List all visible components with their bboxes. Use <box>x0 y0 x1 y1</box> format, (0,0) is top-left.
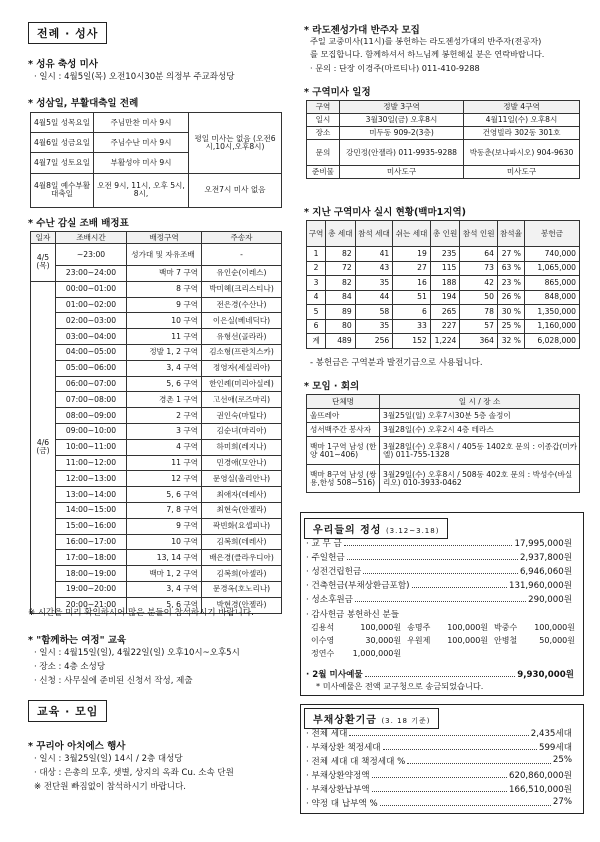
amount-value: 2,937,800원 <box>519 553 572 563</box>
amount-row <box>306 565 572 577</box>
status-cell: 194 <box>430 290 460 305</box>
status-cell: 23 % <box>497 276 524 291</box>
adoration-cell: 12 구역 <box>127 471 202 487</box>
adoration-cell: 권인숙(마틸다) <box>202 408 282 424</box>
amount-value: 620,860,000원 <box>509 771 572 781</box>
dm-cell: 건영빌라 302동 301호 <box>464 127 580 140</box>
adoration-cell: 하미희(레지나) <box>202 439 282 455</box>
dm-cell: 미사도구 <box>340 166 464 179</box>
status-cell: 27 % <box>497 247 524 262</box>
recruit-line: 를 모집합니다. 함께하셔서 하느님께 봉헌해실 분은 연락바랍니다. <box>310 49 545 59</box>
district-mass-table <box>306 100 580 179</box>
amount-row <box>306 783 572 795</box>
amount-value: 27% <box>552 797 572 807</box>
adoration-cell: 한인례(미리아실레) <box>202 376 282 392</box>
status-header: 구역 <box>307 221 326 247</box>
adoration-header: 배정구역 <box>127 232 202 244</box>
donor-cell: 송명주 <box>407 623 431 633</box>
amount-value: 25% <box>552 755 572 765</box>
status-cell: 1 <box>307 247 326 262</box>
adoration-cell: 4 구역 <box>127 439 202 455</box>
donor-cell: 이수영 <box>311 636 335 646</box>
donor-cell <box>437 648 491 661</box>
amount-label: · 전체 세대 <box>306 729 348 739</box>
status-cell: 6,028,000 <box>525 334 580 349</box>
amount-value: 166,510,000원 <box>509 785 572 795</box>
amount-value: 131,960,000원 <box>509 581 572 591</box>
adoration-cell: 3 구역 <box>127 423 202 439</box>
status-table <box>306 220 580 349</box>
status-cell: 44 <box>355 290 393 305</box>
status-cell: 265 <box>430 305 460 320</box>
status-header: 봉헌금 <box>525 221 580 247</box>
hw-mass: 주님수난 미사 9시 <box>94 133 189 153</box>
amount-value: 599세대 <box>538 743 572 753</box>
adoration-cell: 문경옥(호노리나) <box>202 581 282 597</box>
adoration-cell: 정영자(세실리아) <box>202 360 282 376</box>
debt-title <box>304 708 439 729</box>
hw-day: 4월8일 예수부활대축일 <box>31 173 94 207</box>
adoration-cell: 13, 14 구역 <box>127 550 202 566</box>
amount-label: · 성소후원금 <box>306 595 353 605</box>
status-header: 총 세대 <box>326 221 356 247</box>
feb-mass-label: · 2월 미사예물 <box>306 670 363 680</box>
dm-cell: 미사도구 <box>464 166 580 179</box>
adoration-cell: 02:00~03:00 <box>56 313 127 329</box>
status-cell: 51 <box>393 290 431 305</box>
status-cell: 42 <box>460 276 498 291</box>
status-cell: 30 % <box>497 305 524 320</box>
together-line: · 일시 : 4월15일(일), 4월22일(일) 오후10시~오후5시 <box>34 648 240 658</box>
adoration-cell: 07:00~08:00 <box>56 392 127 408</box>
amount-row <box>306 537 572 549</box>
status-header: 쉬는 세대 <box>393 221 431 247</box>
status-cell: 계 <box>307 334 326 349</box>
adoration-cell: 전은경(수산나) <box>202 297 282 313</box>
adoration-cell: ~23:00 <box>56 244 127 266</box>
dm-cell: 강민정(안젤라) 011-9935-9288 <box>340 140 464 166</box>
status-cell: 64 <box>460 247 498 262</box>
adoration-cell: 박현경(안젤라) <box>202 597 282 613</box>
dm-cell: 준비물 <box>307 166 340 179</box>
status-cell: 58 <box>355 305 393 320</box>
dm-cell: 일시 <box>307 114 340 127</box>
recruit-line: 주일 교중미사(11시)를 봉헌하는 라도젠성가대의 반주자(전공자) <box>310 36 542 46</box>
amount-label: · 약정 대 납부액 % <box>306 799 378 809</box>
meetings-table <box>306 394 580 493</box>
donor-cell: 100,000원 <box>447 636 489 646</box>
status-cell: 57 <box>460 319 498 334</box>
dm-cell: 4월11일(수) 오후8시 <box>464 114 580 127</box>
feb-mass-value: 9,930,000원 <box>517 670 574 680</box>
mt-cell: 백마 1구역 남성 (한양 401~406) <box>307 437 380 465</box>
adoration-cell: 김복희(아셀라) <box>202 566 282 582</box>
status-cell: 115 <box>430 261 460 276</box>
adoration-cell: 12:00~13:00 <box>56 471 127 487</box>
adoration-cell: 10:00~11:00 <box>56 439 127 455</box>
amount-row <box>306 551 572 563</box>
offerings-title <box>304 518 448 539</box>
acies-line: · 대상 : 은총의 모후, 샛별, 상지의 옥좌 Cu. 소속 단원 <box>34 768 234 778</box>
adoration-cell: 최애자(데레사) <box>202 487 282 503</box>
amount-row <box>306 727 572 739</box>
adoration-header: 주송자 <box>202 232 282 244</box>
hw-day: 4월5일 성목요일 <box>31 113 94 133</box>
adoration-cell: 16:00~17:00 <box>56 534 127 550</box>
status-cell: 1,160,000 <box>525 319 580 334</box>
hw-mass: 부활성야 미사 9시 <box>94 153 189 173</box>
status-header: 참석 인원 <box>460 221 498 247</box>
status-cell: 27 <box>393 261 431 276</box>
status-cell: 43 <box>355 261 393 276</box>
status-cell: 1,224 <box>430 334 460 349</box>
meetings-title: * 모임 · 회의 <box>304 381 360 392</box>
adoration-cell: 유인순(이레스) <box>202 266 282 282</box>
adoration-cell: 10 구역 <box>127 313 202 329</box>
donor-cell: 100,000원 <box>534 623 575 633</box>
thanks-title: · 감사헌금 봉헌하신 분들 <box>306 610 399 620</box>
status-cell: 6 <box>307 319 326 334</box>
amount-value: 2,435세대 <box>530 729 572 739</box>
acies-line: · 일시 : 3월25일(일) 14시 / 2층 대성당 <box>34 754 183 764</box>
amount-row <box>306 769 572 781</box>
adoration-cell: 18:00~19:00 <box>56 566 127 582</box>
section-title-education: 교육 · 모임 <box>28 700 107 722</box>
adoration-cell: 7, 8 구역 <box>127 502 202 518</box>
adoration-cell: 3, 4 구역 <box>127 581 202 597</box>
adoration-header: 조배시간 <box>56 232 127 244</box>
amount-row <box>306 755 572 767</box>
status-cell: 25 % <box>497 319 524 334</box>
adoration-cell: 이은실(베네딕다) <box>202 313 282 329</box>
chrism-mass-line: · 일시 : 4월5일(목) 오전10시30분 의정부 주교좌성당 <box>34 72 235 82</box>
adoration-cell: 06:00~07:00 <box>56 376 127 392</box>
offerings-title-text: 우리들의 정성 <box>313 525 382 536</box>
status-cell: 78 <box>460 305 498 320</box>
adoration-cell: 3, 4 구역 <box>127 360 202 376</box>
adoration-cell: 곽빈화(요셉피나) <box>202 518 282 534</box>
status-cell: 89 <box>326 305 356 320</box>
donor-cell: 김용석 <box>311 623 335 633</box>
adoration-cell: 5, 6 구역 <box>127 597 202 613</box>
donor-cell: 50,000원 <box>539 636 575 646</box>
amount-row <box>306 741 572 753</box>
adoration-cell: 배은경(클라우디아) <box>202 550 282 566</box>
holy-week-title: * 성삼일, 부활대축일 전례 <box>28 98 139 109</box>
adoration-cell: 2 구역 <box>127 408 202 424</box>
dm-header: 정발 4구역 <box>464 101 580 114</box>
mt-header: 단체명 <box>307 395 380 409</box>
status-cell: 188 <box>430 276 460 291</box>
adoration-cell: 09:00~10:00 <box>56 423 127 439</box>
donor-cell: 1,000,000원 <box>352 649 402 659</box>
status-cell: 84 <box>326 290 356 305</box>
status-cell: 33 <box>393 319 431 334</box>
together-line: · 장소 : 4층 소성당 <box>34 662 106 672</box>
adoration-cell: 15:00~16:00 <box>56 518 127 534</box>
dm-cell: 장소 <box>307 127 340 140</box>
status-cell: 1,350,000 <box>525 305 580 320</box>
recruit-title: * 라도젠성가대 반주자 모집 <box>304 25 420 36</box>
status-cell: 1,065,000 <box>525 261 580 276</box>
status-cell: 63 % <box>497 261 524 276</box>
status-cell: 5 <box>307 305 326 320</box>
status-cell: 73 <box>460 261 498 276</box>
hw-note1: 평일 미사는 없음 (오전6시,10시,오후8시) <box>189 113 282 174</box>
amount-label: · 건축헌금(부채상환금포함) <box>306 581 410 591</box>
adoration-date: 4/5 (목) <box>31 244 56 282</box>
adoration-cell: 8 구역 <box>127 281 202 297</box>
adoration-cell: 김순녀(마리아) <box>202 423 282 439</box>
section-title-liturgy: 전례 · 성사 <box>28 22 107 44</box>
status-cell: 152 <box>393 334 431 349</box>
mt-cell: 성서백주간 봉사자 <box>307 423 380 437</box>
adoration-title: * 수난 감실 조배 배정표 <box>28 218 129 229</box>
adoration-cell: 14:00~15:00 <box>56 502 127 518</box>
recruit-line: · 문의 : 단장 이경주(마르티나) 011-410-9288 <box>310 63 480 73</box>
amount-label: · 교 무 금 <box>306 539 342 549</box>
donor-cell: 박중수 <box>494 623 518 633</box>
mt-cell: 3월28일(수) 오후8시 / 405동 1402호 문의 : 이종갑(미카엘) 011-755-1328 <box>380 437 580 465</box>
adoration-cell: 19:00~20:00 <box>56 581 127 597</box>
chrism-mass-title: * 성유 축성 미사 <box>28 59 98 70</box>
adoration-cell: 11 구역 <box>127 329 202 345</box>
adoration-cell: 5, 6 구역 <box>127 487 202 503</box>
amount-label: · 부채상환약정액 <box>306 771 370 781</box>
donor-cell: 30,000원 <box>365 636 402 646</box>
adoration-cell: 성가대 및 자유조배 <box>127 244 202 266</box>
hw-day: 4월6일 성금요일 <box>31 133 94 153</box>
adoration-cell: 05:00~06:00 <box>56 360 127 376</box>
status-cell: 50 <box>460 290 498 305</box>
adoration-cell: 11:00~12:00 <box>56 455 127 471</box>
amount-label: · 부채상환 책정세대 <box>306 743 381 753</box>
donor-cell: 안병철 <box>494 636 518 646</box>
status-cell: 41 <box>355 247 393 262</box>
donor-cell: 100,000원 <box>360 623 402 633</box>
adoration-table <box>30 231 282 614</box>
status-cell: 256 <box>355 334 393 349</box>
dm-cell: 박동춘(보나파시오) 904-9630 <box>464 140 580 166</box>
holy-week-table <box>30 112 282 208</box>
adoration-date: 4/6 (금) <box>31 281 56 613</box>
status-cell: 235 <box>430 247 460 262</box>
amount-label: · 성전건립헌금 <box>306 567 362 577</box>
adoration-cell: 김복희(데레사) <box>202 534 282 550</box>
hw-note2: 오전7시 미사 없음 <box>189 173 282 207</box>
adoration-cell: 최현숙(안젤라) <box>202 502 282 518</box>
dm-header: 정발 3구역 <box>340 101 464 114</box>
mt-cell: 3월25일(일) 오후7시30분 5층 솔정이 <box>380 409 580 423</box>
adoration-cell: 경촌 1 구역 <box>127 392 202 408</box>
adoration-cell: 08:00~09:00 <box>56 408 127 424</box>
dm-cell: 3월30일(금) 오후8시 <box>340 114 464 127</box>
mt-cell: 백마 8구역 남성 (쌍용,한성 508~516) <box>307 465 380 493</box>
mt-cell: 3월29일(수) 오후8시 / 508동 402호 문의 : 박성수(바실리오) 010-3933-0462 <box>380 465 580 493</box>
amount-label: · 주일헌금 <box>306 553 345 563</box>
status-cell: 35 <box>355 276 393 291</box>
status-cell: 26 % <box>497 290 524 305</box>
amount-row <box>306 593 572 605</box>
status-cell: 6 <box>393 305 431 320</box>
donor-cell <box>524 648 578 661</box>
amount-value: 17,995,000원 <box>514 539 572 549</box>
status-cell: 3 <box>307 276 326 291</box>
status-header: 참석 세대 <box>355 221 393 247</box>
adoration-cell: 10 구역 <box>127 534 202 550</box>
status-note: - 봉헌금은 구역분과 발전기금으로 사용됩니다. <box>310 358 483 368</box>
status-header: 총 인원 <box>430 221 460 247</box>
adoration-note: ※ 시간을 미리 확인하시어 많은 분들이 참석하시기 바랍니다. <box>28 608 254 618</box>
dm-header: 구역 <box>307 101 340 114</box>
adoration-header: 일자 <box>31 232 56 244</box>
mt-header: 일 시 / 장 소 <box>380 395 580 409</box>
adoration-cell: 20:00~21:00 <box>56 597 127 613</box>
amount-row <box>306 797 572 809</box>
donors-table <box>308 622 578 661</box>
status-cell: 80 <box>326 319 356 334</box>
amount-value: 290,000원 <box>528 595 572 605</box>
acies-note: ※ 전단원 빠짐없이 참석하시기 바랍니다. <box>34 782 187 792</box>
dm-cell: 문의 <box>307 140 340 166</box>
amount-label: · 전체 세대 대 책정세대 % <box>306 757 406 767</box>
status-header: 참석율 <box>497 221 524 247</box>
adoration-cell: 11 구역 <box>127 455 202 471</box>
acies-title: * 꾸리아 아치에스 행사 <box>28 741 126 752</box>
amount-row <box>306 579 572 591</box>
debt-title-text: 부채상환기금 <box>313 715 377 726</box>
adoration-cell: 00:00~01:00 <box>56 281 127 297</box>
status-cell: 72 <box>326 261 356 276</box>
status-cell: 848,000 <box>525 290 580 305</box>
status-cell: 4 <box>307 290 326 305</box>
donor-cell <box>491 648 524 661</box>
status-cell: 227 <box>430 319 460 334</box>
status-cell: 32 % <box>497 334 524 349</box>
donor-cell <box>404 648 437 661</box>
adoration-cell: 백마 7 구역 <box>127 266 202 282</box>
adoration-cell: 정발 1, 2 구역 <box>127 344 202 360</box>
hw-day: 4월7일 성토요일 <box>31 153 94 173</box>
together-line: · 신청 : 사무실에 준비된 신청서 작성, 제출 <box>34 676 193 686</box>
feb-mass-row <box>306 668 574 680</box>
status-cell: 489 <box>326 334 356 349</box>
adoration-cell: 민경애(모안나) <box>202 455 282 471</box>
adoration-cell: 17:00~18:00 <box>56 550 127 566</box>
adoration-cell: 23:00~24:00 <box>56 266 127 282</box>
status-cell: 865,000 <box>525 276 580 291</box>
amount-label: · 부채상환납부액 <box>306 785 370 795</box>
donor-cell: 정연수 <box>311 649 335 659</box>
district-mass-title: * 구역미사 일정 <box>304 87 371 98</box>
status-title: * 지난 구역미사 실시 현황(백마1지역) <box>304 207 466 218</box>
hw-mass: 주님만찬 미사 9시 <box>94 113 189 133</box>
status-cell: 740,000 <box>525 247 580 262</box>
amount-value: 6,946,060원 <box>519 567 572 577</box>
adoration-cell: 유형선(골라라) <box>202 329 282 345</box>
status-cell: 16 <box>393 276 431 291</box>
donor-cell: 우원제 <box>407 636 431 646</box>
mt-cell: 3월28일(수) 오후2시 4층 테라스 <box>380 423 580 437</box>
mt-cell: 울뜨레아 <box>307 409 380 423</box>
adoration-cell: 5, 6 구역 <box>127 376 202 392</box>
adoration-cell: 백마 1, 2 구역 <box>127 566 202 582</box>
adoration-cell: 13:00~14:00 <box>56 487 127 503</box>
adoration-cell: 9 구역 <box>127 297 202 313</box>
adoration-cell: - <box>202 244 282 266</box>
status-cell: 364 <box>460 334 498 349</box>
adoration-cell: 9 구역 <box>127 518 202 534</box>
adoration-cell: 김소형(프란치스카) <box>202 344 282 360</box>
dm-cell: 미두동 909-2(3층) <box>340 127 464 140</box>
status-cell: 2 <box>307 261 326 276</box>
adoration-cell: 문영실(울리안나) <box>202 471 282 487</box>
adoration-cell: 01:00~02:00 <box>56 297 127 313</box>
debt-period: (3. 18 기준) <box>381 717 431 725</box>
status-cell: 19 <box>393 247 431 262</box>
status-cell: 35 <box>355 319 393 334</box>
adoration-cell: 박미혜(크리스티나) <box>202 281 282 297</box>
hw-mass: 오전 9시, 11시, 오후 5시, 8시, <box>94 173 189 207</box>
adoration-cell: 03:00~04:00 <box>56 329 127 345</box>
status-cell: 82 <box>326 247 356 262</box>
offerings-period: (3.12~3.18) <box>385 527 440 535</box>
status-cell: 82 <box>326 276 356 291</box>
together-title: * "함께하는 여정" 교육 <box>28 635 127 646</box>
feb-mass-note: * 미사예물은 전액 교구청으로 송금되었습니다. <box>316 681 484 691</box>
adoration-cell: 고선애(로즈마리) <box>202 392 282 408</box>
donor-cell: 100,000원 <box>447 623 489 633</box>
adoration-cell: 04:00~05:00 <box>56 344 127 360</box>
